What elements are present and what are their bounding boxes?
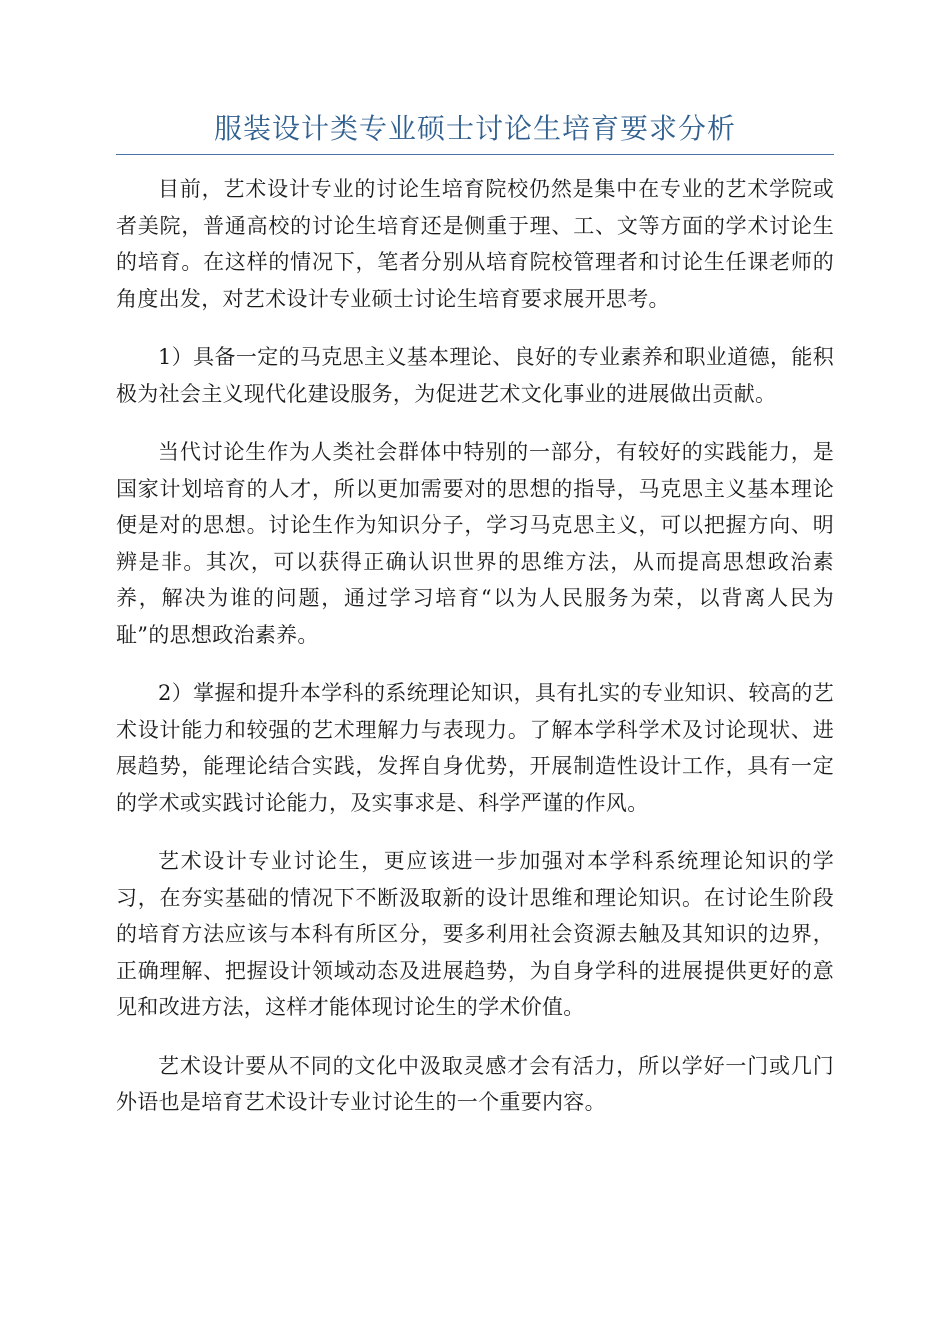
document-body (116, 171, 834, 1143)
paragraph-6: 艺术设计要从不同的文化中汲取灵感才会有活力，所以学好一门或几门外语也是培育艺术设计专业讨论生的一个重要内容。 (116, 1053, 834, 1114)
paragraph-4: 2）掌握和提升本学科的系统理论知识，具有扎实的专业知识、较高的艺术设计能力和较强的艺术理解力与表现力。了解本学科学术及讨论现状、进展趋势，能理论结合实践，发挥自身优势，开展制造性设计工作，具有一定的学术或实践讨论能力，及实事求是、科学严谨的作风。 (116, 681, 834, 815)
paragraph-3: 当代讨论生作为人类社会群体中特别的一部分，有较好的实践能力，是国家计划培育的人才，所以更加需要对的思想的指导，马克思主义基本理论便是对的思想。讨论生作为知识分子，学习马克思主义，可以把握方向、明辨是非。其次，可以获得正确认识世界的思维方法，从而提高思想政治素养，解决为谁的问题，通过学习培育“以为人民服务为荣，以背离人民为耻”的思想政治素养。 (116, 440, 834, 647)
title-underline (116, 154, 834, 155)
paragraph-5: 艺术设计专业讨论生，更应该进一步加强对本学科系统理论知识的学习，在夯实基础的情况下不断汲取新的设计思维和理论知识。在讨论生阶段的培育方法应该与本科有所区分，要多利用社会资源去触及其知识的边界，正确理解、把握设计领域动态及进展趋势，为自身学科的进展提供更好的意见和改进方法，这样才能体现讨论生的学术价值。 (116, 849, 834, 1019)
paragraph-1: 目前，艺术设计专业的讨论生培育院校仍然是集中在专业的艺术学院或者美院，普通高校的讨论生培育还是侧重于理、工、文等方面的学术讨论生的培育。在这样的情况下，笔者分别从培育院校管理者和讨论生任课老师的角度出发，对艺术设计专业硕士讨论生培育要求展开思考。 (116, 177, 834, 311)
paragraph-2: 1）具备一定的马克思主义基本理论、良好的专业素养和职业道德，能积极为社会主义现代化建设服务，为促进艺术文化事业的进展做出贡献。 (116, 345, 834, 406)
page-title: 服装设计类专业硕士讨论生培育要求分析 (213, 112, 736, 145)
